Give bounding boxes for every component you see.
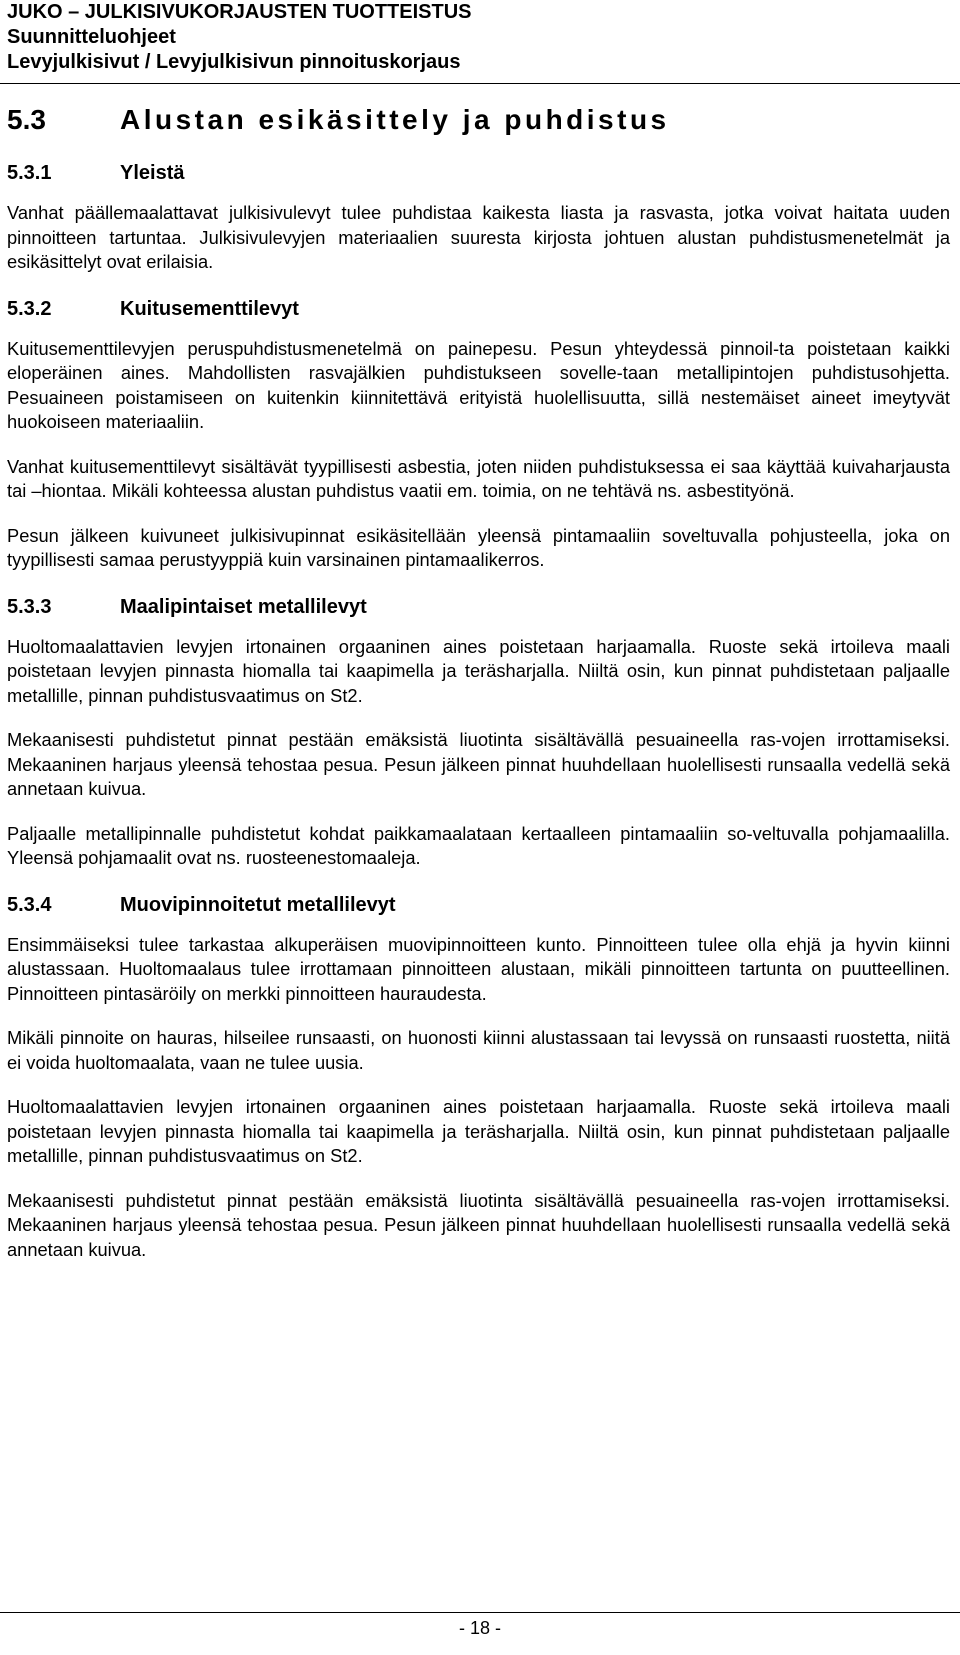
subsection-number: 5.3.1	[7, 162, 52, 184]
paragraph: Mekaanisesti puhdistetut pinnat pestään emäksistä liuotinta sisältävällä pesuaineella ras-vojen irrottamiseksi. Mekaaninen harjaus yleensä tehostaa pesua. Pesun jälkeen pinnat huuhdellaan huolellisesti runsaalla vedellä sekä annetaan kuivua.	[7, 1189, 950, 1260]
header-document-subject: Levyjulkisivut / Levyjulkisivun pinnoituskorjaus	[7, 51, 461, 73]
header-document-type: Suunnitteluohjeet	[7, 26, 176, 48]
paragraph: Mekaanisesti puhdistetut pinnat pestään emäksistä liuotinta sisältävällä pesuaineella ras-vojen irrottamiseksi. Mekaaninen harjaus yleensä tehostaa pesua. Pesun jälkeen pinnat huuhdellaan huolellisesti runsaalla vedellä sekä annetaan kuivua.	[7, 729, 950, 799]
page-header	[7, 0, 947, 75]
subsection-heading-531	[7, 159, 950, 187]
page-footer	[0, 1617, 960, 1639]
section-title: Alustan esikäsittely ja puhdistus	[120, 104, 670, 135]
paragraph: Huoltomaalattavien levyjen irtonainen orgaaninen aines poistetaan harjaamalla. Ruoste sekä irtoileva maali poistetaan levyjen pinnasta hiomalla tai kaapimella ja teräsharjalla. Niiltä osin, kun pinnat puhdistetaan paljaalle metallille, pinnan puhdistusvaatimus on St2.	[7, 635, 950, 706]
section-number: 5.3	[7, 104, 46, 135]
subsection-title: Kuitusementtilevyt	[120, 297, 299, 320]
subsection-heading-533	[7, 593, 950, 621]
page-number: - 18 -	[458, 1618, 501, 1638]
section-heading	[7, 102, 950, 138]
paragraph: Mikäli pinnoite on hauras, hilseilee runsaasti, on huonosti kiinni alustassaan tai levyssä on runsaasti ruostetta, niitä ei voida huoltomaalata, vaan ne tulee uusia.	[7, 1027, 950, 1073]
subsection-heading-532	[7, 295, 950, 323]
subsection-number: 5.3.4	[7, 893, 52, 916]
paragraph: Paljaalle metallipinnalle puhdistetut kohdat paikkamaalataan kertaalleen pintamaaliin so-veltuvalla pohjamaalilla. Yleensä pohjamaalit ovat ns. ruosteenestomaaleja.	[7, 822, 950, 868]
paragraph: Kuitusementtilevyjen peruspuhdistusmenetelmä on painepesu. Pesun yhteydessä pinnoil-ta poistetaan kaikki eloperäinen aines. Mahdollisten rasvajälkien puhdistukseen sovelle-taan metallipintojen puhdistusohjetta. Pesuaineen poistamiseen on kuitenkin kiinnitettävä erityistä huolellisuutta, sillä nestemäiset aineet imeytyvät huokoiseen materiaaliin.	[7, 337, 950, 432]
subsection-title: Muovipinnoitetut metallilevyt	[120, 893, 396, 916]
subsection-title: Yleistä	[120, 162, 185, 184]
header-project-title: JUKO – JULKISIVUKORJAUSTEN TUOTTEISTUS	[7, 1, 472, 23]
header-divider	[0, 83, 960, 84]
subsection-heading-534	[7, 891, 950, 919]
subsection-title: Maalipintaiset metallilevyt	[120, 595, 367, 618]
paragraph: Vanhat kuitusementtilevyt sisältävät tyypillisesti asbestia, joten niiden puhdistuksessa ei saa käyttää kuivaharjausta tai –hiontaa. Mikäli kohteessa alustan puhdistus vaatii em. toimia, on ne tehtävä ns. asbestityönä.	[7, 455, 950, 501]
paragraph: Huoltomaalattavien levyjen irtonainen orgaaninen aines poistetaan harjaamalla. Ruoste sekä irtoileva maali poistetaan levyjen pinnasta hiomalla tai kaapimella ja teräsharjalla. Niiltä osin, kun pinnat puhdistetaan paljaalle metallille, pinnan puhdistusvaatimus on St2.	[7, 1096, 950, 1166]
paragraph: Pesun jälkeen kuivuneet julkisivupinnat esikäsitellään yleensä pintamaaliin soveltuvalla pohjusteella, joka on tyypillisesti samaa perustyyppiä kuin varsinainen pintamaalikerros.	[7, 524, 950, 570]
subsection-number: 5.3.3	[7, 595, 52, 618]
page-content	[7, 102, 950, 1282]
subsection-number: 5.3.2	[7, 297, 52, 320]
paragraph: Ensimmäiseksi tulee tarkastaa alkuperäisen muovipinnoitteen kunto. Pinnoitteen tulee olla ehjä ja hyvin kiinni alustassaan. Huoltomaalaus tulee irrottamaan pinnoitteen alustaan, mikäli pinnoitteen tartunta on puutteellinen. Pinnoitteen pintasäröily on merkki pinnoitteen hauraudesta.	[7, 933, 950, 1004]
footer-divider	[0, 1612, 960, 1613]
paragraph: Vanhat päällemaalattavat julkisivulevyt tulee puhdistaa kaikesta liasta ja rasvasta, jotka voivat haitata uuden pinnoitteen tartuntaa. Julkisivulevyjen materiaalien suuresta kirjosta johtuen alustan puhdistusmenetelmät ja esikäsittelyt ovat erilaisia.	[7, 202, 950, 272]
